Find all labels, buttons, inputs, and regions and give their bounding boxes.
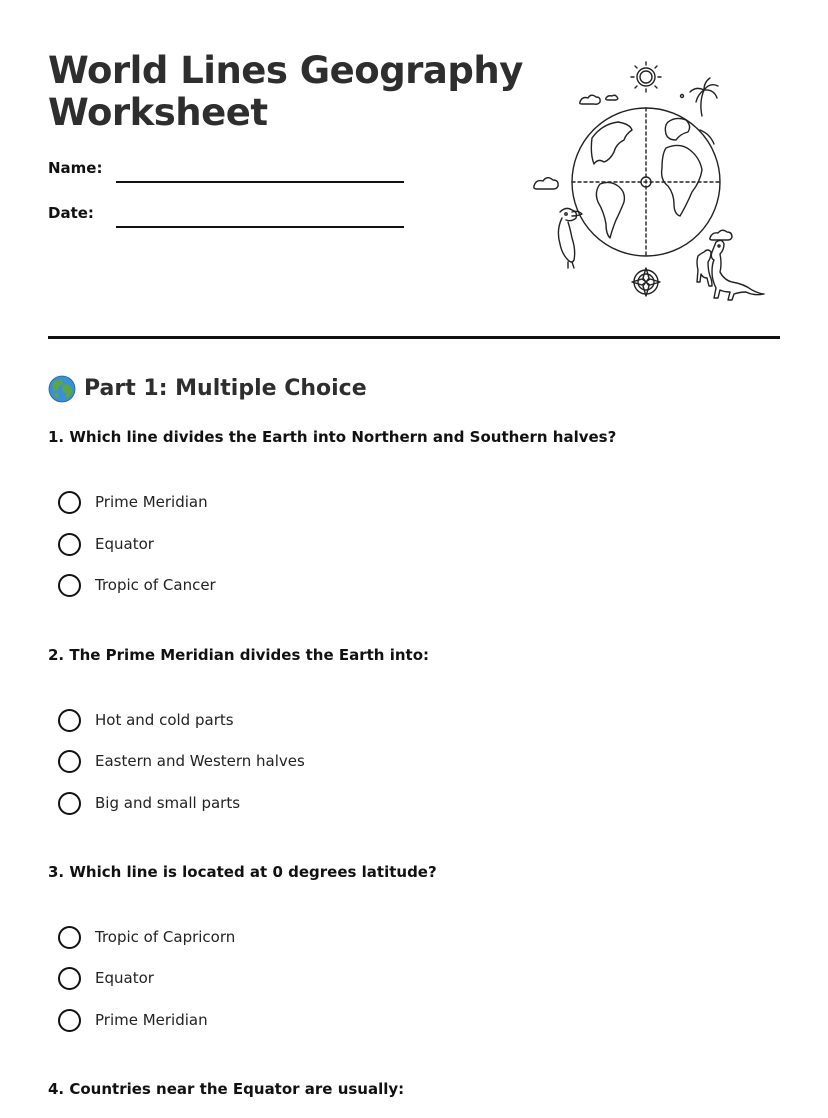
name-field[interactable] (116, 181, 404, 183)
q2-option-3[interactable] (58, 791, 240, 815)
q2-option-2[interactable] (58, 749, 305, 773)
radio-button[interactable] (58, 967, 81, 990)
sun-icon (631, 62, 661, 92)
option-label: Equator (95, 969, 154, 987)
option-label: Tropic of Capricorn (95, 928, 236, 946)
radio-button[interactable] (58, 574, 81, 597)
option-label: Prime Meridian (95, 493, 208, 511)
header-divider (48, 336, 780, 339)
question-1: 1. Which line divides the Earth into Northern and Southern halves? (48, 428, 617, 446)
option-label: Prime Meridian (95, 1011, 208, 1029)
option-label: Tropic of Cancer (95, 576, 216, 594)
question-2: 2. The Prime Meridian divides the Earth into: (48, 646, 429, 664)
globe-icon (572, 108, 720, 256)
question-4: 4. Countries near the Equator are usually: (48, 1080, 405, 1098)
date-field[interactable] (116, 226, 404, 228)
cloud-icon (710, 230, 732, 240)
globe-illustration (528, 56, 768, 302)
q3-option-3[interactable] (58, 1008, 208, 1032)
q3-option-2[interactable] (58, 966, 154, 990)
title-line-1: World Lines Geography (48, 49, 523, 92)
option-label: Eastern and Western halves (95, 752, 305, 770)
radio-button[interactable] (58, 792, 81, 815)
q1-option-3[interactable] (58, 573, 216, 597)
section-title (48, 374, 367, 404)
option-label: Equator (95, 535, 154, 553)
section-title-text: Part 1: Multiple Choice (84, 376, 367, 401)
dinosaur-icon (697, 240, 764, 300)
name-label: Name: (48, 159, 103, 177)
title-line-2: Worksheet (48, 91, 268, 134)
radio-button[interactable] (58, 533, 81, 556)
worksheet-title (48, 50, 523, 134)
radio-button[interactable] (58, 1009, 81, 1032)
q1-option-1[interactable] (58, 490, 208, 514)
cloud-icon (606, 95, 618, 100)
radio-button[interactable] (58, 709, 81, 732)
option-label: Big and small parts (95, 794, 241, 812)
radio-button[interactable] (58, 750, 81, 773)
earth-globe-icon (48, 375, 76, 403)
q2-option-1[interactable] (58, 708, 234, 732)
q3-option-1[interactable] (58, 925, 235, 949)
cloud-icon (534, 178, 558, 189)
option-label: Hot and cold parts (95, 711, 234, 729)
question-3: 3. Which line is located at 0 degrees latitude? (48, 863, 437, 881)
toucan-icon (558, 208, 582, 268)
date-label: Date: (48, 204, 94, 222)
radio-button[interactable] (58, 926, 81, 949)
cloud-icon (580, 95, 600, 104)
palm-tree-icon (681, 78, 719, 116)
radio-button[interactable] (58, 491, 81, 514)
q1-option-2[interactable] (58, 532, 154, 556)
compass-icon (632, 268, 660, 296)
